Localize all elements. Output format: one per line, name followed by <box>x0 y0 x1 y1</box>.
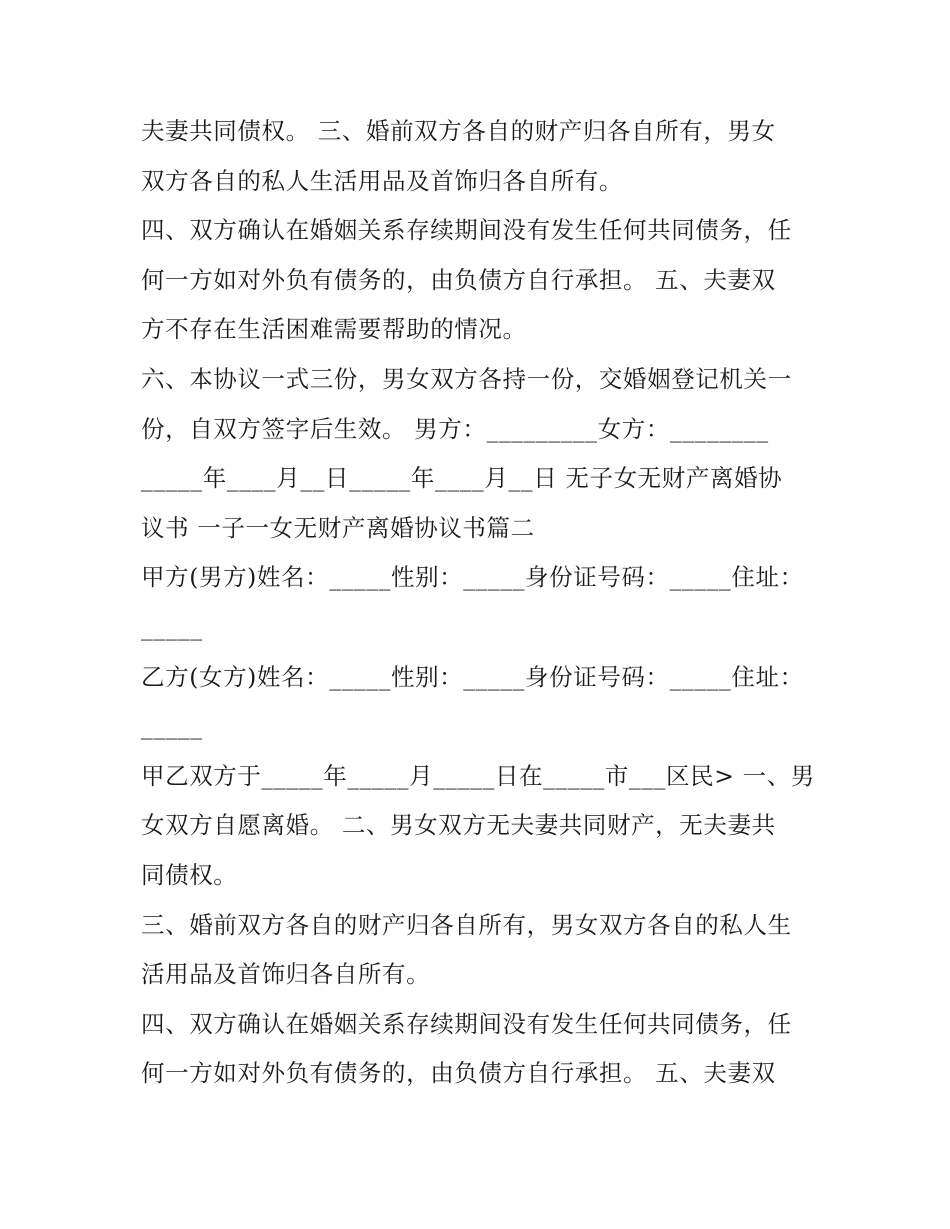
text-line: 何一方如对外负有债务的，由负债方自行承担。 五、夫妻双 <box>141 1059 776 1088</box>
text-line: 甲乙双方于_____年_____月_____日在_____市___区民> 一、男 <box>141 761 815 790</box>
text-line: 四、双方确认在婚姻关系存续期间没有发生任何共同债务，任 <box>141 216 792 245</box>
text-line: 三、婚前双方各自的财产归各自所有，男女双方各自的私人生 <box>141 910 792 939</box>
text-line: _____ <box>141 712 203 741</box>
text-line: 乙方(女方)姓名：_____性别：_____身份证号码：_____住址： <box>141 662 804 691</box>
text-line: _____年____月__日_____年____月__日 无子女无财产离婚协 <box>141 464 783 493</box>
text-line: 双方各自的私人生活用品及首饰归各自所有。 <box>141 166 623 195</box>
text-line: 议书 一子一女无财产离婚协议书篇二 <box>141 513 535 542</box>
text-line: _____ <box>141 612 203 641</box>
text-line: 女双方自愿离婚。 二、男女双方无夫妻共同财产，无夫妻共 <box>141 811 776 840</box>
text-line: 份，自双方签字后生效。 男方：_________女方：________ <box>141 414 769 443</box>
text-line: 夫妻共同债权。 三、婚前双方各自的财产归各自所有，男女 <box>141 117 776 145</box>
document-body <box>141 107 821 1099</box>
text-line: 方不存在生活困难需要帮助的情况。 <box>141 315 527 344</box>
text-line: 何一方如对外负有债务的，由负债方自行承担。 五、夫妻双 <box>141 265 776 294</box>
text-line: 同债权。 <box>141 860 238 889</box>
text-line: 六、本协议一式三份，男女双方各持一份，交婚姻登记机关一 <box>141 364 792 393</box>
text-line: 甲方(男方)姓名：_____性别：_____身份证号码：_____住址： <box>141 563 804 592</box>
text-line: 活用品及首饰归各自所有。 <box>141 960 431 989</box>
text-line: 四、双方确认在婚姻关系存续期间没有发生任何共同债务，任 <box>141 1009 792 1038</box>
